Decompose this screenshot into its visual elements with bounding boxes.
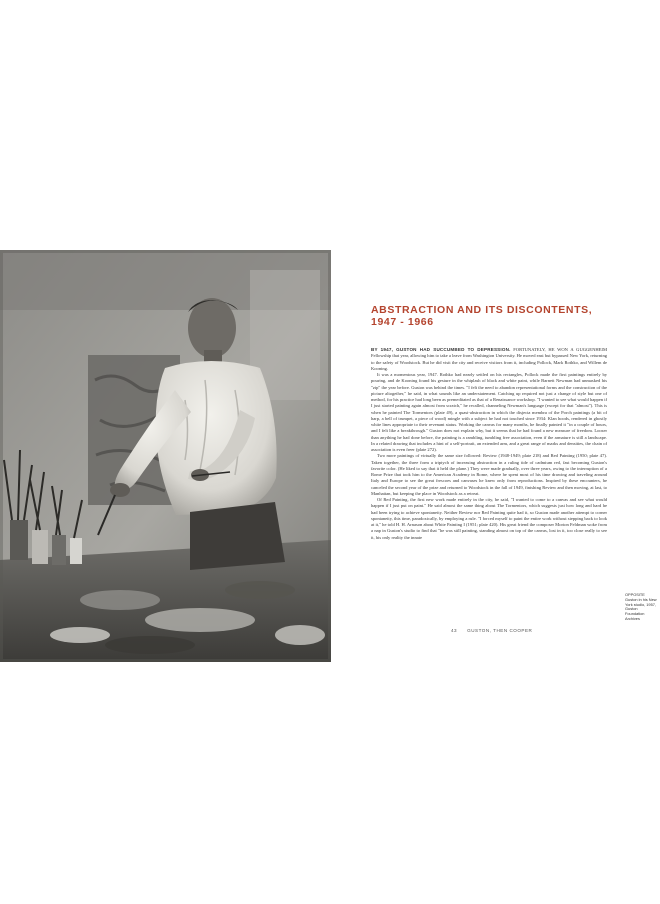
- body-text: [371, 347, 607, 541]
- paragraph: [371, 347, 607, 372]
- folio: [451, 628, 532, 633]
- paragraph: It was a momentous year, 1947. Rothko had nearly settled on his rectangles, Pollock made the first paintings entirely by pouring, and de Kooning found his gesture in the whiplash of black and white paint, while Barnett Newman had unmasked his "zip" the year before. Guston was behind the times. "I felt the need to abandon representational forms and the construction of the picture altogether," he said, in what sounds like an understatement. Catching up required not just a change of style but one of method, for his practice had long been as premeditated as that of a Renaissance workshop. "I wanted to see what would happen if I just started painting again almost from scratch," he recalled, channeling Newman's language (except for that "almost"). This is when he painted The Tormentors (plate 49), a quasi-abstraction in which the disjecta membra of the Porch paintings (a bit of harp, a bell of trumpet, a piece of wood) mingle with a subject he had not touched since 1934: Klan hoods, rendered in ghostly white lines appropriate to their revenant status. Working the canvas for many months, he finally painted it "in a couple of hours, and I felt like a breakthrough." Guston does not explain why, but it seems that he had found a new measure of freedom. Looser than anything he had done before, the painting is a rambling, tumbling free association, even if the armature is still a landscape. In a related drawing that includes a hint of a self-portrait, an extended arm, and a great range of marks and densities, the chain of association is even freer (plate 272).: [371, 372, 607, 452]
- page-number: 43: [451, 628, 458, 633]
- lead-in: BY 1947, GUSTON HAD SUCCUMBED TO DEPRESSION.: [371, 347, 511, 352]
- running-head: GUSTON, THEN COOPER: [467, 628, 533, 633]
- chapter-heading: ABSTRACTION AND ITS DISCONTENTS, 1947 - 1966: [371, 303, 593, 328]
- paragraph: Of Red Painting, the first new work made entirely in the city, he said, "I wanted to come to a canvas and see what would happen if I just put on paint." He said almost the same thing about The Tormentors, which suggests just how long and hard he had been trying to achieve spontaneity. Neither Review nor Red Painting quite had it, so Guston made another attempt to corner spontaneity, this time, paradoxically, by employing a rule. "I forced myself to paint the entire work without stepping back to look at it," he told H. H. Arnason about White Painting I (1951; plate 420). His great friend the composer Morton Feldman woke from a nap in Guston's studio to find that "he was still painting, standing almost on top of the canvas, lost in it, too close really to see it, his only reality the innate: [371, 497, 607, 540]
- photo-caption: OPPOSITE Guston in his New York studio, 1957, Guston Foundation Archives: [625, 592, 657, 621]
- paragraph: Two more paintings of virtually the same size followed: Review (1948-1949; plate 218) and Red Painting (1950; plate 47). Taken together, the three form a triptych of increasing abstraction in a ruling tide of cadmium red, fast becoming Guston's favorite color. (He liked to say that it held the plane.) They were made gradually, over three years, owing to the interruption of a Rome Prize that took him to the American Academy in Rome, where he spent most of his time drawing and traveling around Italy and Europe to see the great frescoes and canvases he knew only from reproductions. Inspired by these encounters, he canceled the second year of the prize and returned to Woodstock in the fall of 1949, finishing Review and then moving, at last, to Manhattan, but keeping the place in Woodstock as a retreat.: [371, 453, 607, 496]
- book-spread: [0, 250, 660, 662]
- paragraph-text: FORTUNATELY, HE WON A GUGGENHEIM Fellowship that year, allowing him to take a leave from Washington University. He moved east but bypassed New York, returning to the safety of Woodstock. But he did visit the city and receive visitors from it, including Pollock, Mark Rothko, and Willem de Kooning.: [371, 347, 607, 371]
- studio-photograph: [0, 250, 331, 662]
- text-page: [331, 250, 660, 662]
